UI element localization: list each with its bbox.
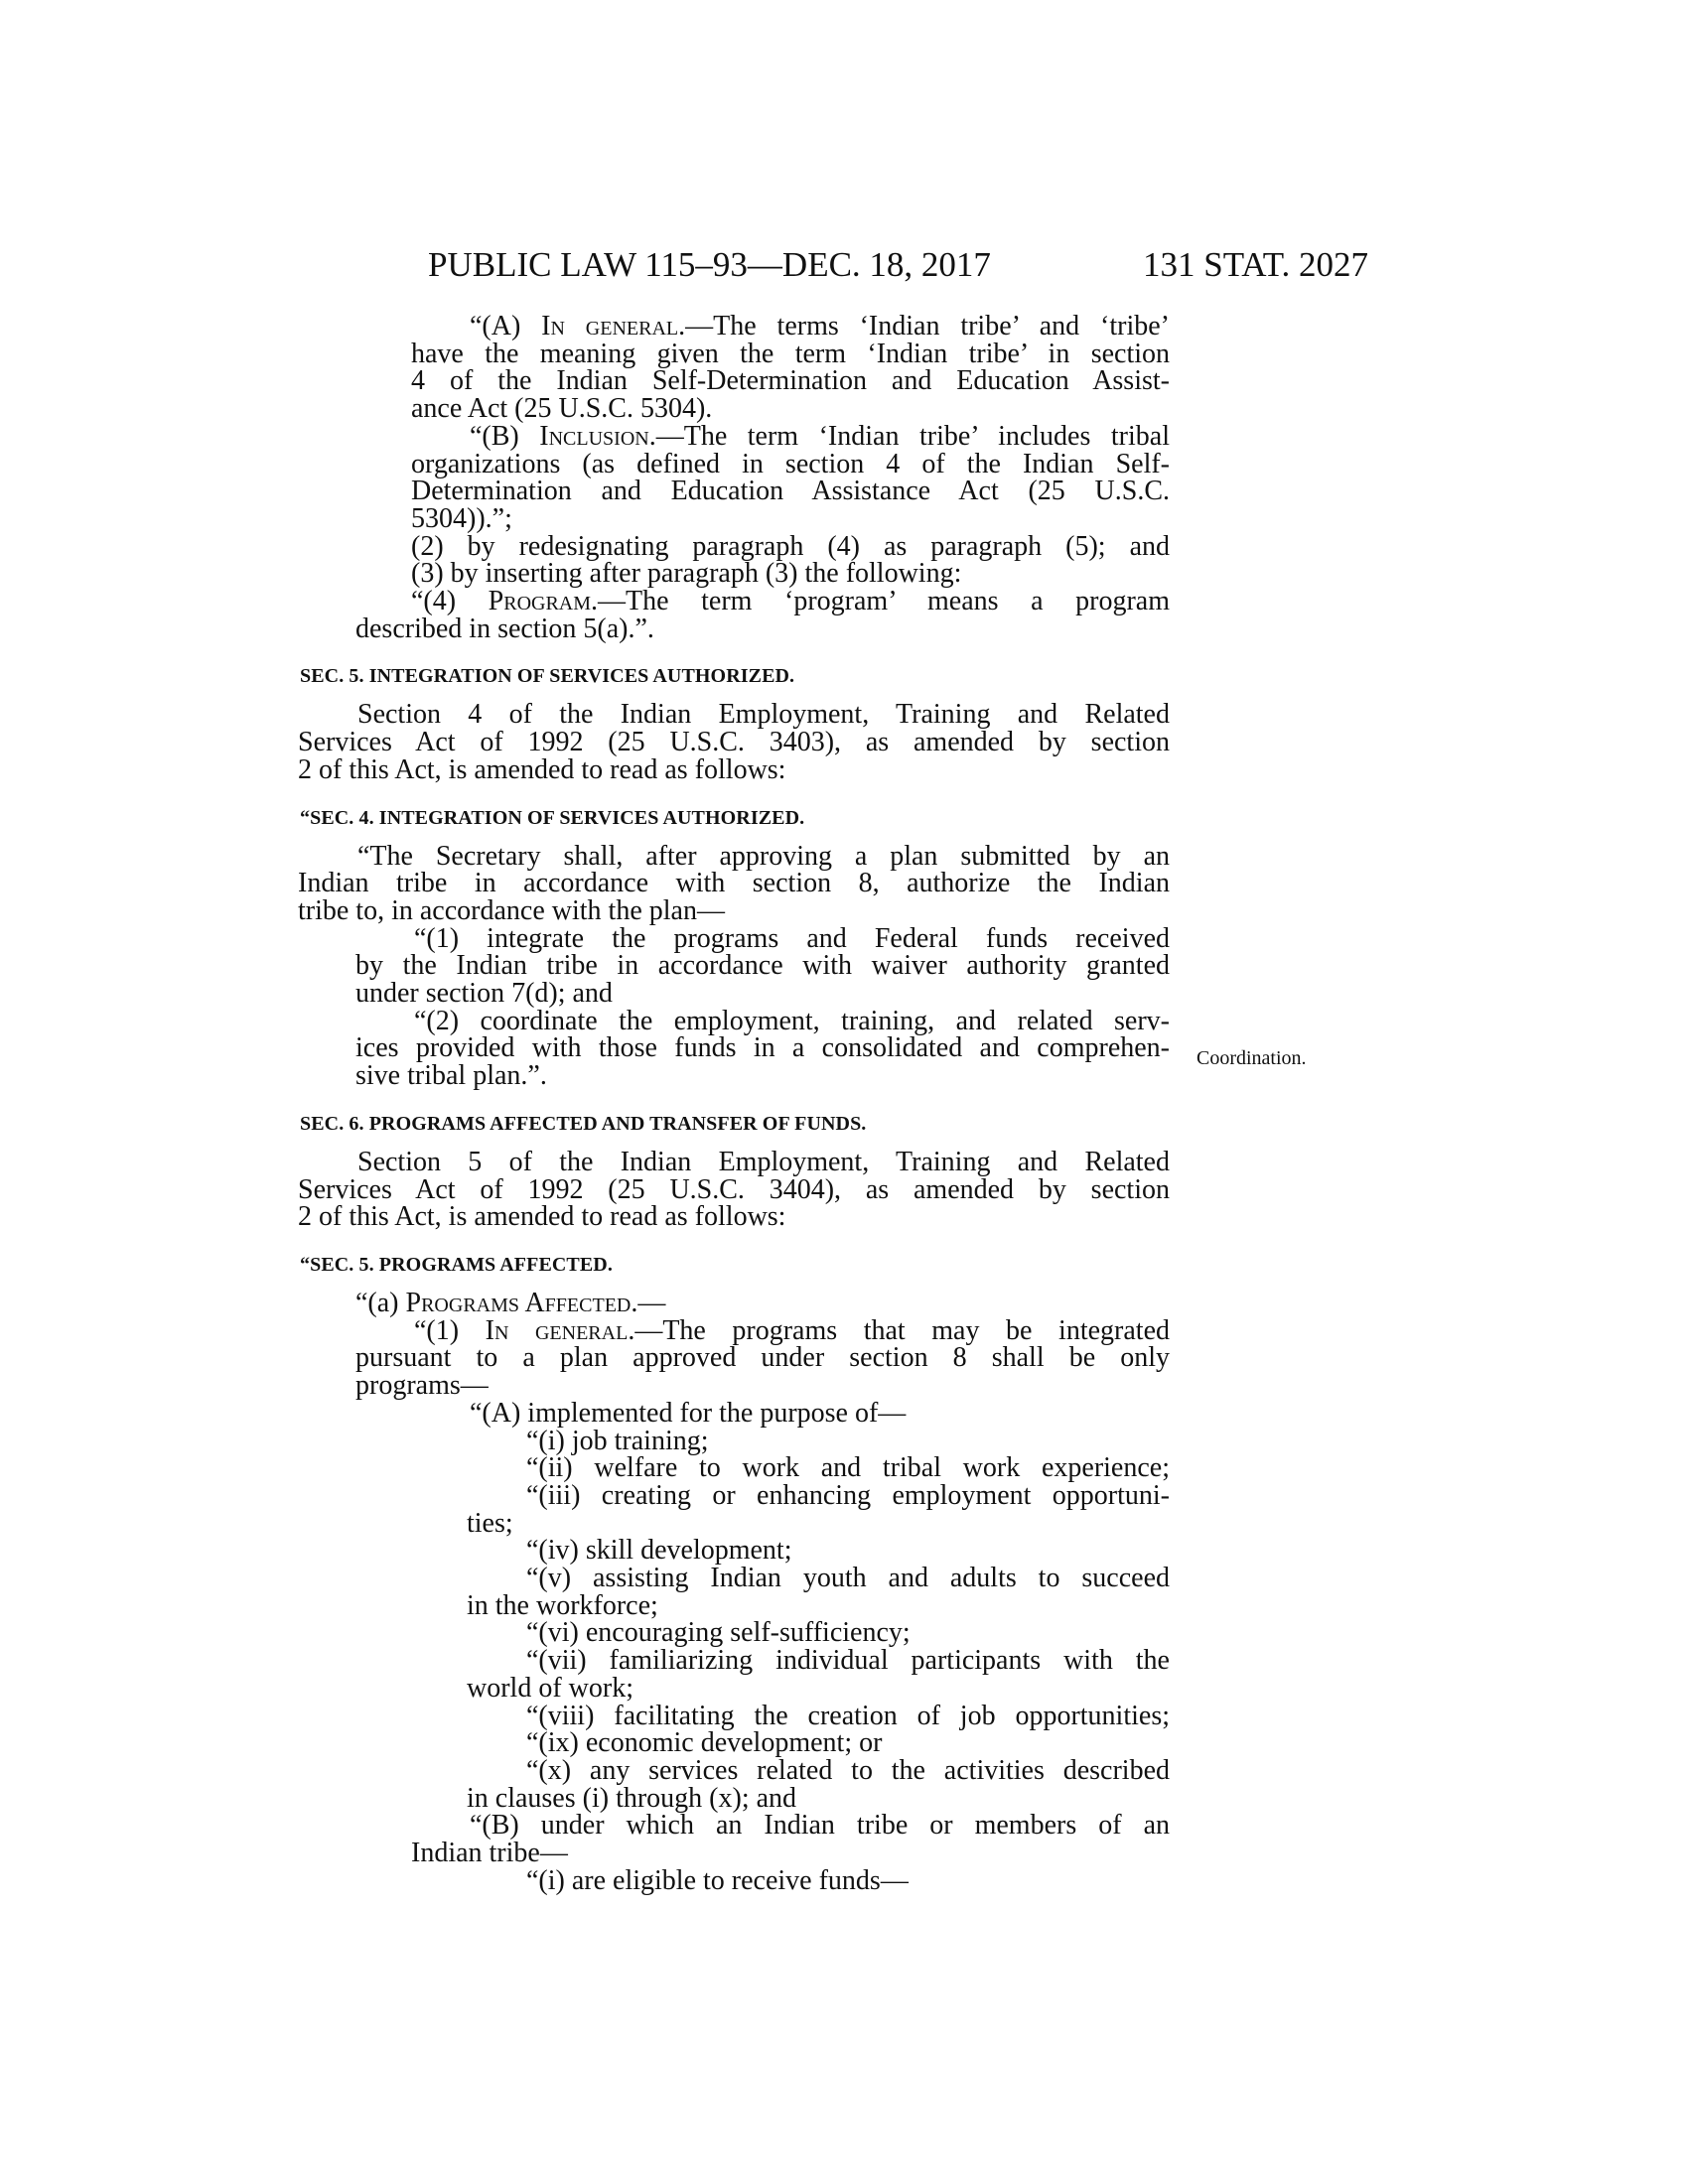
text-line: have the meaning given the term ‘Indian tribe’ in section (411, 338, 1170, 369)
running-head (298, 242, 1368, 288)
amendment-2: (2) by redesignating paragraph (4) as paragraph (5); and (411, 530, 1170, 562)
text-line: “(1) integrate the programs and Federal funds received (414, 922, 1170, 954)
subparagraph-b-line: “(B) under which an Indian tribe or members of an (470, 1810, 1170, 1842)
text-line: ices provided with those funds in a consolidated and comprehen- (355, 1032, 1170, 1064)
quoted-section-5-text (298, 1287, 1170, 1896)
text-line: “(A) In general.—The terms ‘Indian tribe’ and ‘tribe’ (470, 311, 1171, 341)
clause-iv: “(iv) skill development; (526, 1535, 792, 1567)
text-line: in clauses (i) through (x); and (467, 1782, 797, 1814)
text-line: Indian tribe— (411, 1838, 568, 1869)
text-line: by the Indian tribe in accordance with waiver authority granted (355, 950, 1170, 982)
text-line: ties; (467, 1507, 513, 1539)
text-line: tribe to, in accordance with the plan— (298, 894, 725, 926)
quoted-section-heading-sec-5: “SEC. 5. PROGRAMS AFFECTED. (300, 1253, 613, 1276)
text-line: Section 4 of the Indian Employment, Training and Related (357, 699, 1170, 731)
text-line: Section 5 of the Indian Employment, Training and Related (357, 1146, 1170, 1177)
text-line: “(1) In general.—The programs that may be integrated (414, 1314, 1170, 1346)
quoted-section-4-text (298, 840, 1170, 1092)
section-heading-sec-5: SEC. 5. INTEGRATION OF SERVICES AUTHORIZED. (300, 665, 795, 688)
clause-vii: “(vii) familiarizing individual participants with the (526, 1645, 1170, 1677)
text-line: described in section 5(a).”. (355, 613, 654, 644)
clause-b-i: “(i) are eligible to receive funds— (526, 1864, 909, 1896)
text-line: Services Act of 1992 (25 U.S.C. 3404), as amended by section (298, 1173, 1170, 1205)
text-line: 4 of the Indian Self-Determination and Education Assist- (411, 365, 1170, 397)
amendment-3: (3) by inserting after paragraph (3) the following: (411, 558, 962, 590)
text-line: pursuant to a plan approved under section 8 shall be only (355, 1342, 1170, 1374)
clause-ix: “(ix) economic development; or (526, 1727, 883, 1759)
subparagraph-a (298, 313, 1170, 423)
text-line: world of work; (467, 1672, 633, 1704)
public-law-citation: PUBLIC LAW 115–93—DEC. 18, 2017 (428, 245, 991, 284)
clause-vi: “(vi) encouraging self-sufficiency; (526, 1617, 911, 1649)
subparagraph-b (298, 420, 1170, 534)
text-line: under section 7(d); and (355, 978, 613, 1010)
text-line: sive tribal plan.”. (355, 1060, 547, 1092)
subparagraph-a-line: “(A) implemented for the purpose of— (470, 1397, 907, 1429)
clause-iii: “(iii) creating or enhancing employment opportuni- (526, 1479, 1170, 1511)
text-line: in the workforce; (467, 1589, 658, 1621)
clause-ii: “(ii) welfare to work and tribal work experience; (526, 1452, 1170, 1484)
text-line: 2 of this Act, is amended to read as follows: (298, 1201, 786, 1233)
document-body (298, 313, 1170, 1894)
section-heading-sec-6: SEC. 6. PROGRAMS AFFECTED AND TRANSFER OF FUNDS. (300, 1112, 867, 1135)
text-line: ance Act (25 U.S.C. 5304). (411, 393, 713, 425)
text-line: “The Secretary shall, after approving a plan submitted by an (357, 840, 1170, 872)
section-5-text (298, 701, 1170, 783)
text-line: 2 of this Act, is amended to read as follows: (298, 753, 786, 785)
clause-viii: “(viii) facilitating the creation of job opportunities; (526, 1700, 1170, 1731)
clause-v: “(v) assisting Indian youth and adults to succeed (526, 1563, 1170, 1594)
paragraph-4-program (298, 588, 1170, 642)
text-line: organizations (as defined in section 4 of the Indian Self- (411, 448, 1170, 479)
quoted-section-heading-sec-4: “SEC. 4. INTEGRATION OF SERVICES AUTHORIZED. (300, 806, 805, 829)
text-line: programs— (355, 1370, 489, 1402)
clause-x: “(x) any services related to the activities described (526, 1754, 1170, 1786)
statute-page-number: 131 STAT. 2027 (1143, 245, 1368, 284)
text-line: Indian tribe in accordance with section 8, authorize the Indian (298, 868, 1170, 899)
text-line: Services Act of 1992 (25 U.S.C. 3403), as amended by section (298, 727, 1170, 758)
text-line: “(4) Program.—The term ‘program’ means a program (411, 586, 1170, 617)
text-line: “(B) Inclusion.—The term ‘Indian tribe’ includes tribal (470, 420, 1170, 452)
clause-i: “(i) job training; (526, 1425, 709, 1456)
text-line: “(2) coordinate the employment, training, and related serv- (414, 1005, 1170, 1036)
subsection-a: “(a) Programs Affected.— (355, 1287, 666, 1318)
margin-note-coordination: Coordination. (1196, 1047, 1307, 1069)
section-6-text (298, 1146, 1170, 1233)
text-line: Determination and Education Assistance Act (25 U.S.C. (411, 476, 1170, 507)
text-line: 5304)).”; (411, 502, 512, 534)
